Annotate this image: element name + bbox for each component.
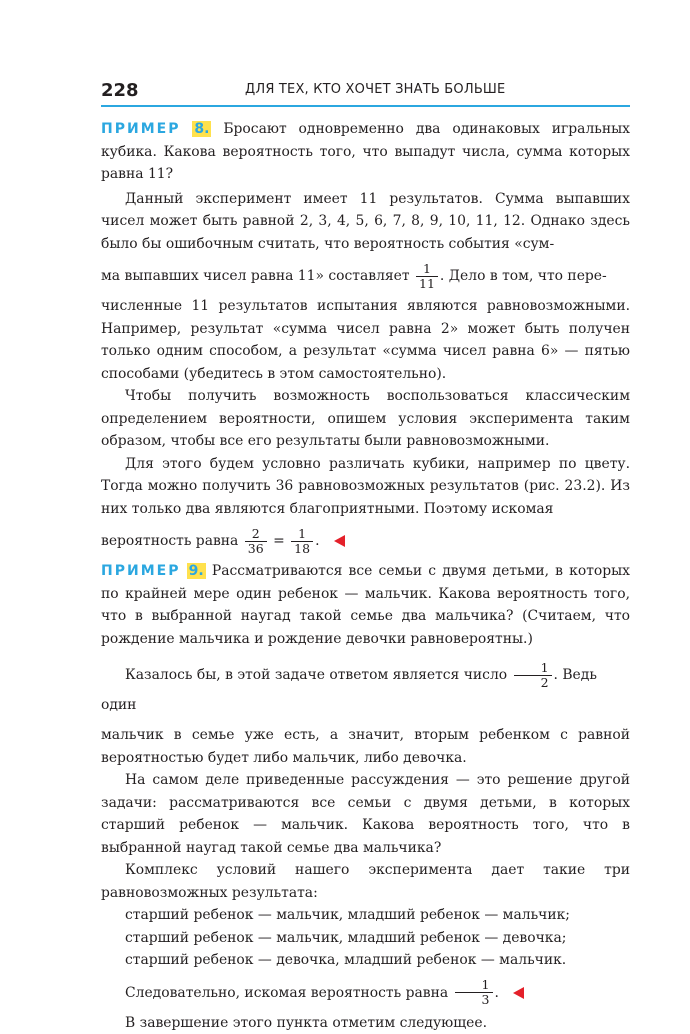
page-header <box>101 80 630 106</box>
example-9-label: ПРИМЕР <box>101 563 181 579</box>
example-8-answer <box>101 526 630 556</box>
fraction-numerator: 1 <box>416 262 438 277</box>
fraction-numerator: 2 <box>245 527 267 542</box>
example-8-paragraph-2: Чтобы получить возможность воспользоваться классическим определением вероятности, опишем условия эксперимента таким образом, чтобы все его результаты были равновозможными. <box>101 388 630 449</box>
outcome-item: старший ребенок — девочка, младший ребенок — мальчик. <box>125 952 567 968</box>
fraction-denominator: 3 <box>481 992 490 1007</box>
math-text-before: Казалось бы, в этой задаче ответом является число <box>125 667 508 683</box>
math-text-after: . Ведь один <box>101 667 597 713</box>
example-8-paragraph-1: Данный эксперимент имеет 11 результатов. Сумма выпавших чисел может быть равной 2, 3, 4, 5, 6, 7, 8, 9, 10, 11, 12. Однако здесь было бы ошибочным считать, что вероятность события «сум- <box>101 190 630 252</box>
example-9-paragraph-3: Комплекс условий нашего эксперимента дает такие три равновозможных результата: <box>101 862 630 901</box>
example-9-conclusion <box>101 978 630 1008</box>
outcome-item: старший ребенок — мальчик, младший ребенок — девочка; <box>125 929 567 946</box>
fraction-numerator: 1 <box>291 527 313 542</box>
running-title: ДЛЯ ТЕХ, КТО ХОЧЕТ ЗНАТЬ БОЛЬШЕ <box>245 82 506 97</box>
example-8-math-line <box>101 261 630 291</box>
conclusion-period: . <box>494 984 499 1001</box>
red-triangle-left-icon <box>334 535 345 547</box>
page-content <box>101 118 630 1034</box>
conclusion-text: Следовательно, искомая вероятность равна <box>125 984 449 1001</box>
example-8-paragraph-1-rest: численные 11 результатов испытания являются равновозможными. Например, результат «сумма чисел равна 2» может быть получен только одним способом, а результат «сумма чисел равна 6» — пятью способами (убедитесь в этом самостоятельно). <box>101 298 630 382</box>
fraction-2-36 <box>245 527 267 556</box>
example-9-paragraph-2: На самом деле приведенные рассуждения — это решение другой задачи: рассматриваются все семьи с двумя детьми, в которых старший ребенок — мальчик. Какова вероятность того, что в выбранной наугад такой семье два мальчика? <box>101 772 630 856</box>
example-8-paragraph-3: Для этого будем условно различать кубики, например по цвету. Тогда можно получить 36 равновозможных результатов (рис. 23.2). Из них только два являются благоприятными. Поэтому искомая <box>101 455 630 517</box>
math-text-before: ма выпавших чисел равна 11» составляет <box>101 268 410 284</box>
fraction-1-2 <box>514 661 552 690</box>
example-9-text: Рассматриваются все семьи с двумя детьми, в которых по крайней мере один ребенок — мальчик. Какова вероятность того, что в выбранной наугад такой семье два мальчика? (Считаем, что рождение мальчика и рождение девочки равновероятны.) <box>101 563 631 647</box>
fraction-1-18 <box>291 527 313 556</box>
fraction-denominator: 11 <box>419 275 435 291</box>
example-9-paragraph-1-rest: мальчик в семье уже есть, а значит, вторым ребенком с равной вероятностью будет либо мальчик, либо девочка. <box>101 727 630 766</box>
answer-period: . <box>315 533 320 549</box>
fraction-numerator: 1 <box>455 978 493 993</box>
equals-sign: = <box>273 533 285 549</box>
fraction-denominator: 36 <box>247 540 264 556</box>
fraction-1-3 <box>455 978 493 1007</box>
fraction-numerator: 1 <box>514 661 552 676</box>
closing-sentence: В завершение этого пункта отметим следующее. <box>125 1014 487 1031</box>
fraction-denominator: 18 <box>294 540 311 556</box>
example-8-statement <box>101 118 630 186</box>
example-8-text: Бросают одновременно два одинаковых игральных кубика. Какова вероятность того, что выпадут числа, сумма которых равна 11? <box>101 121 630 182</box>
example-8-label: ПРИМЕР <box>101 121 181 137</box>
header-rule <box>101 105 630 107</box>
example-9-statement <box>101 560 630 650</box>
example-9-math-line <box>101 660 630 720</box>
math-text-after: . Дело в том, что пере- <box>439 268 607 284</box>
fraction-1-11 <box>416 262 438 291</box>
outcome-item: старший ребенок — мальчик, младший ребенок — мальчик; <box>125 907 570 923</box>
page-number: 228 <box>101 80 139 101</box>
answer-prefix: вероятность равна <box>101 533 239 549</box>
fraction-denominator: 2 <box>540 674 549 690</box>
example-9-number: 9. <box>188 563 204 579</box>
red-triangle-left-icon <box>513 987 524 999</box>
example-8-number: 8. <box>194 121 210 137</box>
